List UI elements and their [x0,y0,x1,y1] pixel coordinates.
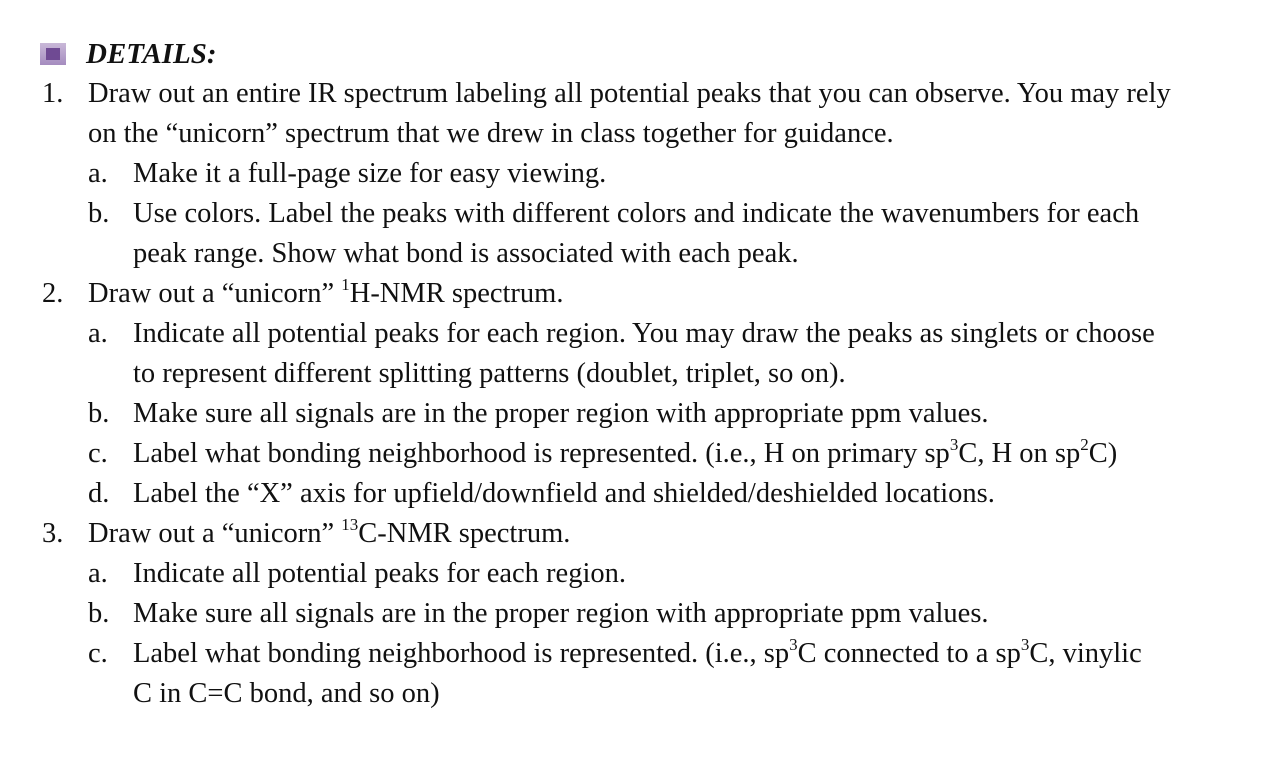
subitem-text-line: Make sure all signals are in the proper region with appropriate ppm values. [133,598,989,629]
subitem-letter: a. [88,558,108,589]
item-text-line: Draw out a “unicorn” $^1$H-NMR spectrum. [88,274,564,309]
details-header [40,34,217,74]
subitem-text-line: Make sure all signals are in the proper region with appropriate ppm values. [133,398,989,429]
subitem-text-line: Label what bonding neighborhood is represented. (i.e., $sp^3C$ connected to a $sp^3C$, vinylic [133,634,1142,669]
item-text-line: Draw out an entire IR spectrum labeling all potential peaks that you can observe. You may rely [88,78,1171,109]
item-text-line: on the “unicorn” spectrum that we drew in class together for guidance. [88,118,894,149]
subitem-letter: a. [88,158,108,189]
item-number: 1. [42,78,64,109]
subitem-text-line: Indicate all potential peaks for each region. [133,558,626,589]
subitem-letter: c. [88,438,108,469]
subitem-letter: d. [88,478,110,509]
subitem-letter: b. [88,398,110,429]
subitem-text-line: Indicate all potential peaks for each region. You may draw the peaks as singlets or choose [133,318,1155,349]
subitem-letter: c. [88,638,108,669]
subitem-text-line: Use colors. Label the peaks with different colors and indicate the wavenumbers for each [133,198,1140,229]
subitem-text-line: Label what bonding neighborhood is represented. (i.e., H on primary $sp^3C$, H on $sp^2C$) [133,434,1118,469]
subitem-letter: a. [88,318,108,349]
subitem-text-line: peak range. Show what bond is associated with each peak. [133,238,799,269]
subitem-letter: b. [88,598,110,629]
square-bullet-icon [40,43,66,65]
subitem-text-line: Label the “X” axis for upfield/downfield and shielded/deshielded locations. [133,478,995,509]
item-number: 2. [42,278,64,309]
subitem-text-line: C in C=C bond, and so on) [133,678,440,709]
subitem-text-line: to represent different splitting patterns (doublet, triplet, so on). [133,358,846,389]
item-number: 3. [42,518,64,549]
section-title: DETAILS: [86,38,217,70]
subitem-text-line: Make it a full-page size for easy viewing. [133,158,607,189]
subitem-letter: b. [88,198,110,229]
item-text-line: Draw out a “unicorn” $^{13}$C-NMR spectrum. [88,514,571,549]
